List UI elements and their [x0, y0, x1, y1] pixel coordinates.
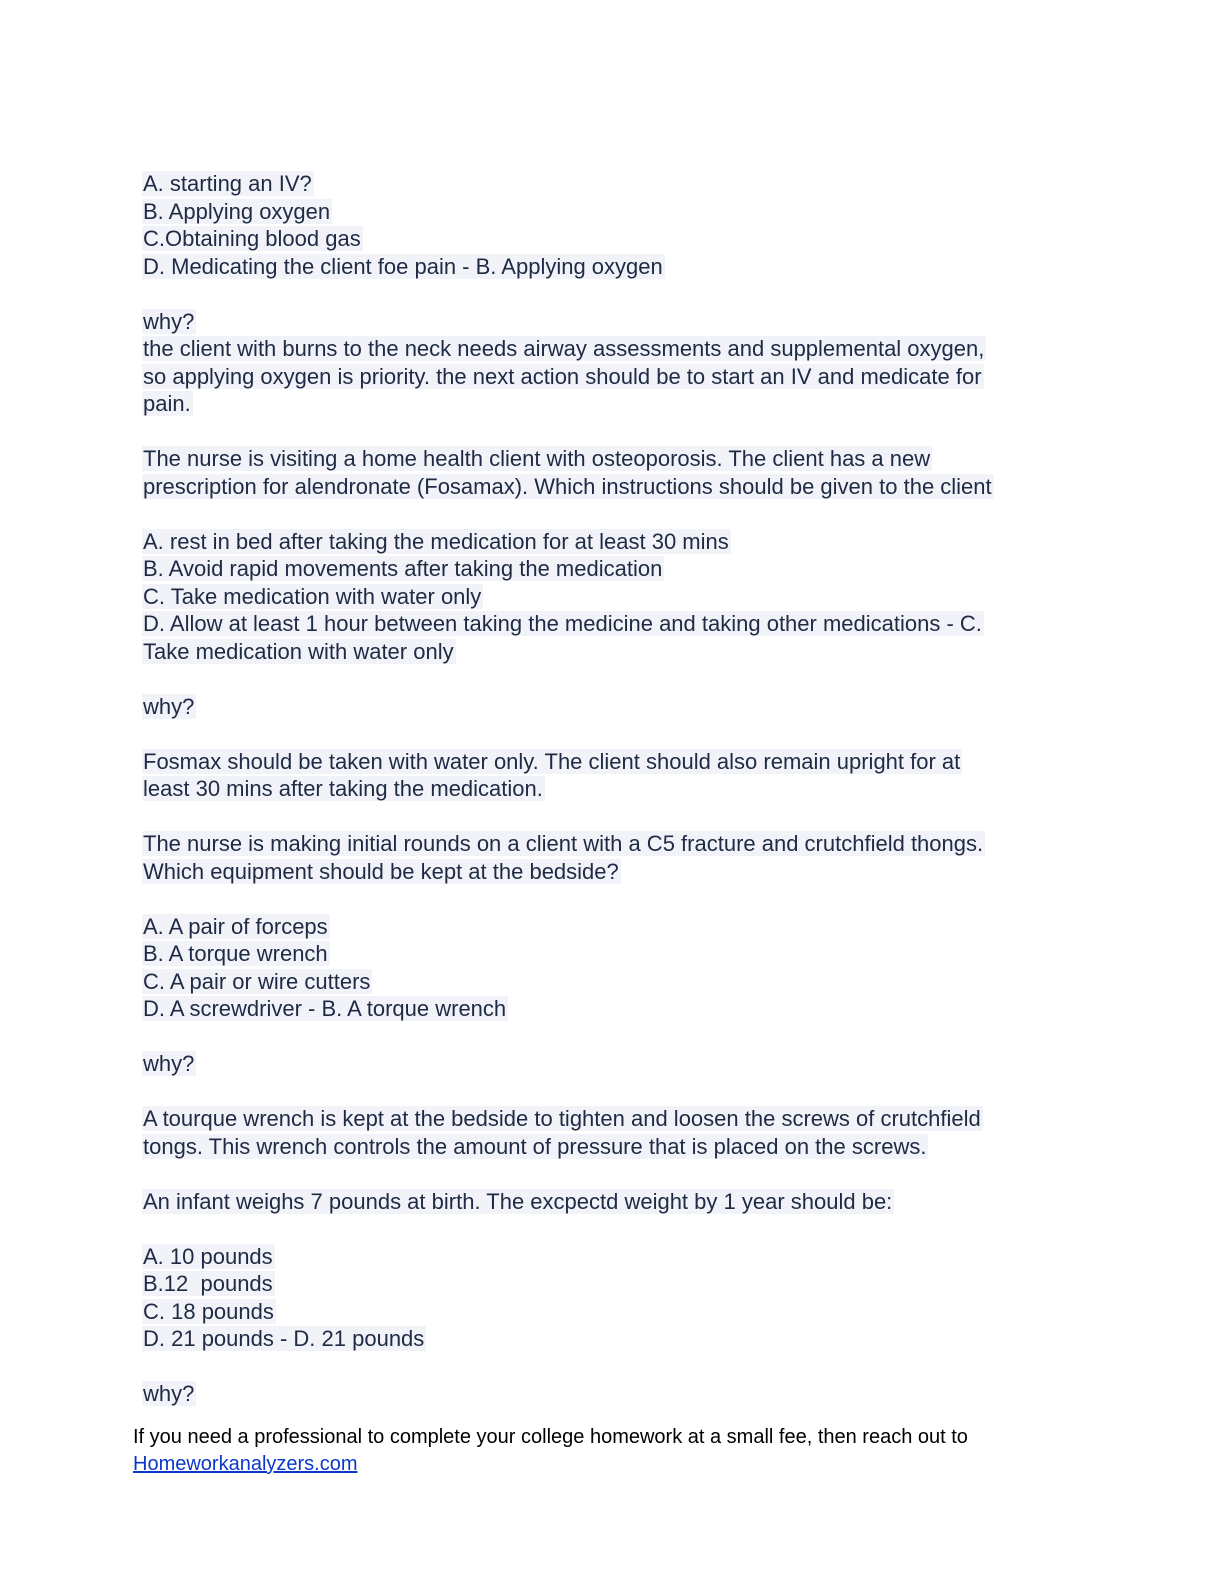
document-body	[142, 170, 1072, 1408]
option-b: B. Avoid rapid movements after taking the medication	[143, 556, 663, 581]
option-c: C. A pair or wire cutters	[143, 968, 371, 994]
option-a: A. rest in bed after taking the medication for at least 30 mins	[143, 528, 729, 554]
option-d-with-answer: D. 21 pounds - D. 21 pounds	[143, 1326, 425, 1351]
why-label: why?	[143, 693, 195, 719]
question-2-stem	[142, 445, 1072, 500]
question-stem-line: The nurse is making initial rounds on a client with a C5 fracture and crutchfield thongs.	[143, 831, 984, 856]
option-c: C. Take medication with water only	[143, 583, 482, 609]
why-label: why?	[143, 308, 195, 334]
question-2-explanation	[142, 748, 1072, 803]
question-1-options	[142, 170, 1072, 280]
option-d-with-answer: D. A screwdriver - B. A torque wrench	[143, 996, 507, 1021]
question-stem-line: Which equipment should be kept at the bedside?	[143, 858, 619, 884]
why-label: why?	[143, 1381, 195, 1406]
question-stem-line: prescription for alendronate (Fosamax). Which instructions should be given to the client	[143, 473, 992, 499]
option-c: C.Obtaining blood gas	[143, 226, 361, 251]
question-4-stem	[142, 1188, 1072, 1216]
explanation-line: pain.	[143, 391, 191, 416]
question-stem-line: The nurse is visiting a home health client with osteoporosis. The client has a new	[143, 446, 931, 471]
promo-footer	[133, 1424, 1093, 1478]
option-b: B. Applying oxygen	[143, 198, 331, 224]
option-d-answer-continued: Take medication with water only	[143, 638, 454, 664]
explanation-line: A tourque wrench is kept at the bedside to tighten and loosen the screws of crutchfield	[143, 1106, 981, 1131]
explanation-line: Fosmax should be taken with water only. The client should also remain upright for at	[143, 748, 961, 774]
option-a: A. 10 pounds	[143, 1243, 273, 1269]
option-d-with-answer: D. Medicating the client foe pain - B. Applying oxygen	[143, 253, 663, 279]
option-a: A. starting an IV?	[143, 171, 312, 196]
explanation-line: so applying oxygen is priority. the next action should be to start an IV and medicate for	[143, 363, 982, 389]
question-3-explanation	[142, 1105, 1072, 1160]
homework-site-link[interactable]: Homeworkanalyzers.com	[133, 1453, 358, 1475]
why-label: why?	[143, 1051, 195, 1076]
question-2-options	[142, 528, 1072, 666]
explanation-line: tongs. This wrench controls the amount of pressure that is placed on the screws.	[143, 1133, 927, 1159]
question-stem-line: An infant weighs 7 pounds at birth. The excpectd weight by 1 year should be:	[143, 1188, 893, 1214]
question-4-options	[142, 1243, 1072, 1353]
question-3-options	[142, 913, 1072, 1023]
option-a: A. A pair of forceps	[143, 913, 328, 939]
question-1-explanation	[142, 335, 1072, 418]
option-b: B.12 pounds	[143, 1271, 273, 1296]
footer-text: If you need a professional to complete your college homework at a small fee, then reach out to	[133, 1426, 968, 1448]
explanation-line: the client with burns to the neck needs airway assessments and supplemental oxygen,	[143, 336, 985, 361]
option-c: C. 18 pounds	[143, 1298, 274, 1324]
question-3-stem	[142, 830, 1072, 885]
option-d-with-answer: D. Allow at least 1 hour between taking the medicine and taking other medications - C.	[143, 611, 982, 636]
option-b: B. A torque wrench	[143, 941, 328, 966]
explanation-line: least 30 mins after taking the medication.	[143, 776, 543, 801]
